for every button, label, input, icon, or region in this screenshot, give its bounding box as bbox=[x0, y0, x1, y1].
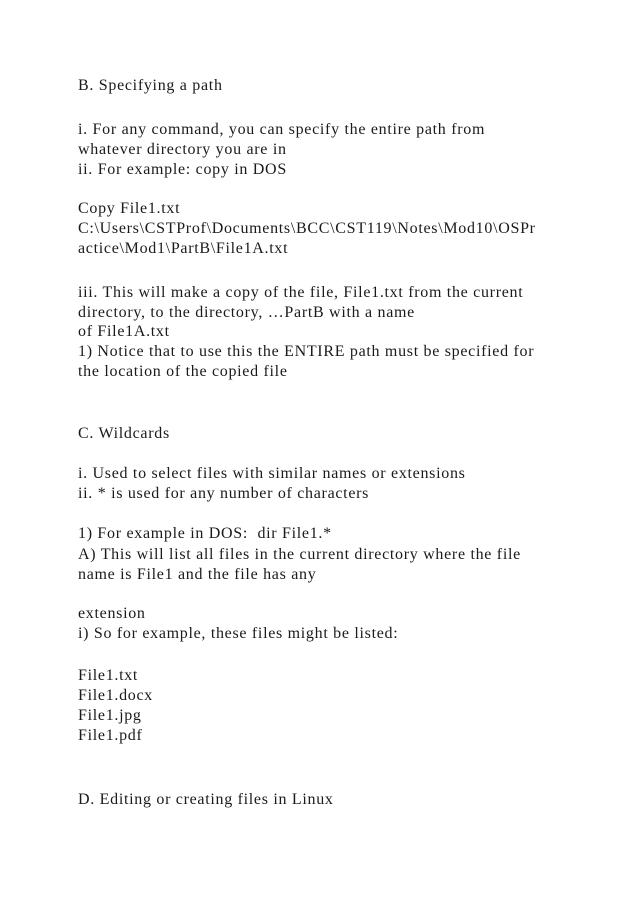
text-line: ii. * is used for any number of characters bbox=[78, 485, 370, 502]
section-heading-b: B. Specifying a path bbox=[78, 77, 223, 94]
text-line: 1) Notice that to use this the ENTIRE path must be specified for bbox=[78, 343, 535, 360]
text-line: whatever directory you are in bbox=[78, 141, 287, 158]
section-heading-d: D. Editing or creating files in Linux bbox=[78, 791, 334, 808]
text-line: 1) For example in DOS: dir File1.* bbox=[78, 525, 332, 542]
text-line: i) So for example, these files might be listed: bbox=[78, 625, 399, 642]
path-line: C:\Users\CSTProf\Documents\BCC\CST119\Notes\Mod10\OSPr bbox=[78, 220, 536, 237]
file-name-line: File1.pdf bbox=[78, 727, 143, 744]
text-line: Copy File1.txt bbox=[78, 200, 181, 217]
text-line: name is File1 and the file has any bbox=[78, 566, 317, 583]
text-line: i. Used to select files with similar names or extensions bbox=[78, 465, 466, 482]
file-name-line: File1.jpg bbox=[78, 707, 142, 724]
text-line: of File1A.txt bbox=[78, 323, 170, 340]
section-heading-c: C. Wildcards bbox=[78, 425, 170, 442]
text-line: A) This will list all files in the current directory where the file bbox=[78, 546, 521, 563]
text-line: extension bbox=[78, 605, 146, 622]
text-line: i. For any command, you can specify the entire path from bbox=[78, 121, 486, 138]
file-name-line: File1.docx bbox=[78, 687, 153, 704]
text-line: ii. For example: copy in DOS bbox=[78, 161, 287, 178]
path-line: actice\Mod1\PartB\File1A.txt bbox=[78, 240, 289, 257]
text-line: iii. This will make a copy of the file, File1.txt from the current bbox=[78, 284, 524, 301]
file-name-line: File1.txt bbox=[78, 667, 139, 684]
text-line: the location of the copied file bbox=[78, 363, 288, 380]
text-line: directory, to the directory, …PartB with a name bbox=[78, 304, 415, 321]
